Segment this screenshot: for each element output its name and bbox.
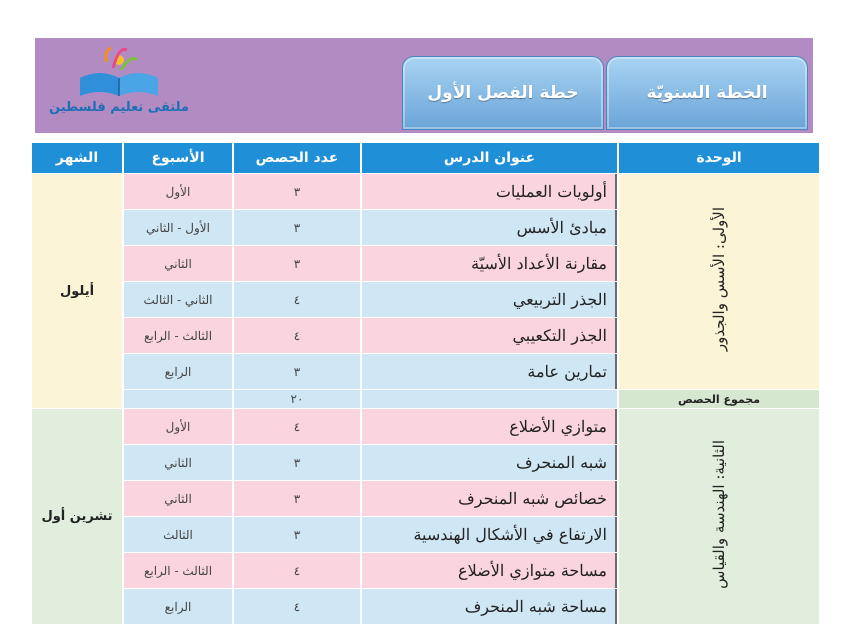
- total-count: ٢٠: [234, 390, 360, 408]
- total-empty-cell: [124, 390, 232, 408]
- unit-cell: [619, 174, 819, 389]
- lesson-title: مقارنة الأعداد الأسيّة: [362, 246, 617, 281]
- lesson-count: ٣: [234, 246, 360, 281]
- lesson-week: الثاني - الثالث: [124, 282, 232, 317]
- tab-first-semester-plan[interactable]: خطة الفصل الأول: [402, 56, 604, 130]
- lesson-title: الجذر التكعيبي: [362, 318, 617, 353]
- header-week: الأسبوع: [124, 143, 232, 173]
- lesson-count: ٤: [234, 589, 360, 624]
- header-month: الشهر: [32, 143, 122, 173]
- lesson-week: الثالث - الرابع: [124, 553, 232, 588]
- header-unit: الوحدة: [619, 143, 819, 173]
- lesson-count: ٣: [234, 210, 360, 245]
- lesson-count: ٤: [234, 409, 360, 444]
- lesson-week: الرابع: [124, 589, 232, 624]
- logo-text: ملتقى تعليم فلسطين: [49, 100, 189, 115]
- lesson-week: الأول: [124, 409, 232, 444]
- lesson-count: ٣: [234, 517, 360, 552]
- lesson-plan-table: [30, 142, 821, 625]
- lesson-week: الثاني: [124, 246, 232, 281]
- lesson-title: تمارين عامة: [362, 354, 617, 389]
- unit-cell: [619, 409, 819, 624]
- total-label: مجموع الحصص: [619, 390, 819, 408]
- lesson-title: خصائص شبه المنحرف: [362, 481, 617, 516]
- lesson-week: الثالث - الرابع: [124, 318, 232, 353]
- total-row: [32, 390, 819, 408]
- lesson-title: الارتفاع في الأشكال الهندسية: [362, 517, 617, 552]
- lesson-week: الثاني: [124, 445, 232, 480]
- lesson-title: مساحة متوازي الأضلاع: [362, 553, 617, 588]
- total-empty-cell: [362, 390, 617, 408]
- book-logo-icon: [35, 38, 205, 108]
- site-logo[interactable]: [35, 38, 205, 133]
- header-banner: [35, 38, 813, 133]
- lesson-title: أولويات العمليات: [362, 174, 617, 209]
- lesson-title: متوازي الأضلاع: [362, 409, 617, 444]
- lesson-count: ٤: [234, 318, 360, 353]
- table-header-row: [32, 143, 819, 173]
- lesson-title: مساحة شبه المنحرف: [362, 589, 617, 624]
- lesson-week: الأول - الثاني: [124, 210, 232, 245]
- lesson-week: الأول: [124, 174, 232, 209]
- lesson-count: ٣: [234, 481, 360, 516]
- unit-label: الأولى: الأسس والجذور: [710, 207, 728, 352]
- lesson-week: الثاني: [124, 481, 232, 516]
- month-cell: تشرين أول: [32, 409, 122, 624]
- month-cell: أيلول: [32, 174, 122, 408]
- lesson-count: ٤: [234, 553, 360, 588]
- table-row: [32, 409, 819, 444]
- lesson-week: الرابع: [124, 354, 232, 389]
- lesson-count: ٤: [234, 282, 360, 317]
- lesson-title: شبه المنحرف: [362, 445, 617, 480]
- header-count: عدد الحصص: [234, 143, 360, 173]
- lesson-count: ٣: [234, 445, 360, 480]
- lesson-count: ٣: [234, 174, 360, 209]
- lesson-count: ٣: [234, 354, 360, 389]
- header-lesson: عنوان الدرس: [362, 143, 617, 173]
- table-row: [32, 174, 819, 209]
- lesson-title: الجذر التربيعي: [362, 282, 617, 317]
- lesson-title: مبادئ الأسس: [362, 210, 617, 245]
- unit-label: الثانية: الهندسة والقياس: [710, 440, 728, 589]
- tab-annual-plan[interactable]: الخطة السنويّة: [606, 56, 808, 130]
- lesson-week: الثالث: [124, 517, 232, 552]
